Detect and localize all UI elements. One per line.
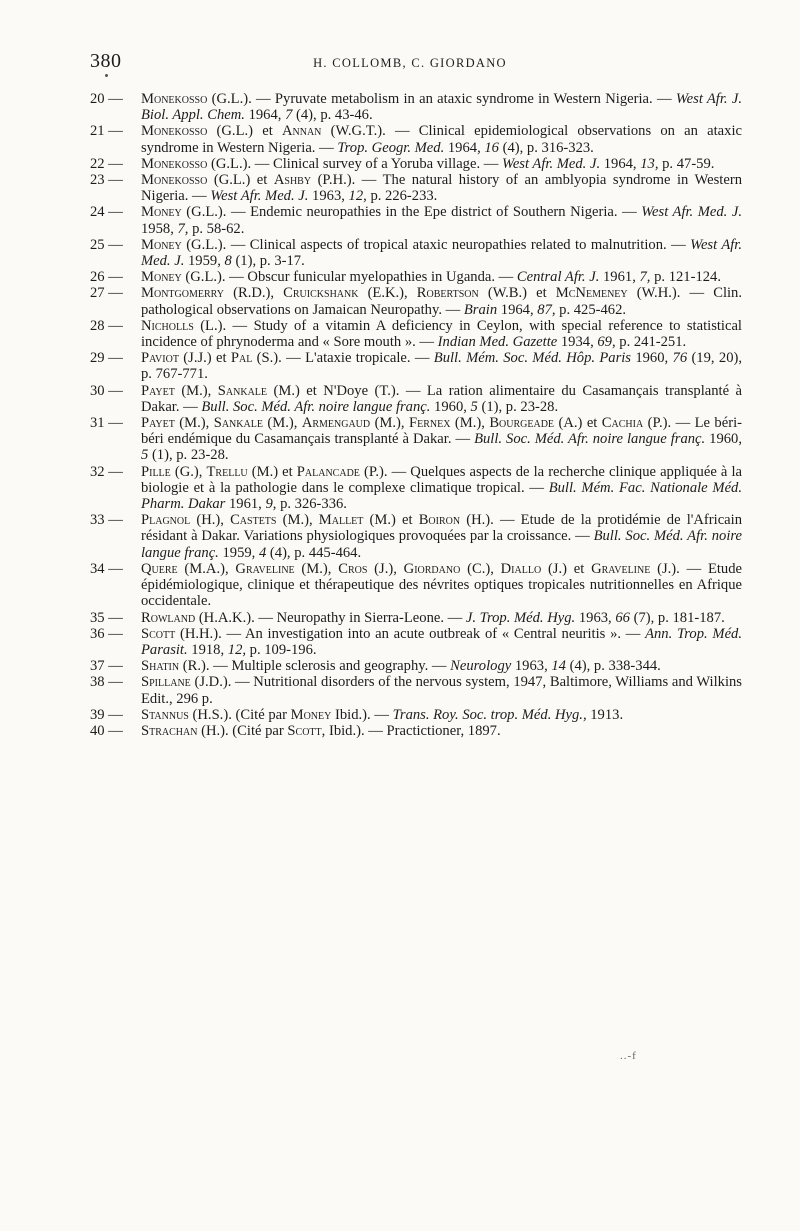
citation-italic: 7 bbox=[285, 107, 293, 124]
reference-fragment: 1959, bbox=[184, 253, 225, 270]
author-name: Quere bbox=[141, 560, 178, 577]
reference-number: 20 — bbox=[90, 91, 123, 107]
reference-fragment: (4), p. 338-344. bbox=[565, 658, 661, 675]
author-name: Cachia bbox=[601, 415, 644, 432]
reference-text bbox=[141, 674, 742, 706]
reference-fragment: (J.), bbox=[367, 560, 404, 577]
reference-fragment: (L.). — Study of a vitamin A deficiency in Ceylon, with special reference to statistical incidence of phrynoderma and « Sore mouth ». — bbox=[141, 317, 742, 351]
reference-text bbox=[141, 204, 742, 236]
author-name: Money bbox=[141, 204, 182, 221]
reference-fragment: (P.). — Quelques aspects de la recherche clinique appliquée à la biologie et à la pathologie dans le complexe climatique tropical. — bbox=[141, 463, 742, 496]
reference-item bbox=[88, 383, 742, 415]
reference-fragment: 1958, bbox=[141, 220, 178, 237]
author-name: Monekosso bbox=[141, 172, 208, 189]
running-title: H. COLLOMB, C. GIORDANO bbox=[313, 56, 507, 70]
citation-italic: 4 bbox=[258, 544, 267, 561]
reference-fragment: (E.K.), bbox=[358, 285, 417, 302]
reference-fragment: (H.H.). — An investigation into an acute outbreak of « Central neuritis ». — bbox=[175, 625, 646, 642]
author-name: Scott bbox=[141, 625, 176, 642]
page-header bbox=[90, 50, 730, 76]
reference-number: 32 — bbox=[90, 463, 123, 480]
author-name: Castets bbox=[230, 512, 277, 529]
reference-number: 21 — bbox=[90, 123, 123, 140]
reference-fragment: (1), p. 3-17. bbox=[231, 253, 305, 270]
author-name: Spillane bbox=[141, 674, 191, 691]
reference-number: 29 — bbox=[90, 350, 123, 367]
reference-text bbox=[141, 318, 742, 350]
reference-fragment: (1), p. 23-28. bbox=[477, 398, 559, 415]
reference-number: 37 — bbox=[90, 658, 123, 675]
reference-fragment: p. 58-62. bbox=[188, 220, 245, 237]
reference-fragment: (G.), bbox=[170, 463, 207, 480]
citation-italic: West Afr. Med. J. bbox=[641, 204, 742, 221]
citation-italic: Trop. Geogr. Med. bbox=[337, 139, 445, 156]
reference-item bbox=[88, 674, 742, 706]
reference-item bbox=[88, 204, 742, 236]
citation-italic: Neurology bbox=[450, 658, 512, 675]
citation-italic: 66 bbox=[615, 609, 630, 626]
author-name: Shatin bbox=[141, 658, 180, 675]
reference-fragment: (M.), bbox=[294, 560, 339, 577]
citation-italic: 12, bbox=[227, 641, 247, 658]
author-name: Ashby bbox=[273, 172, 312, 189]
author-name: Palancade bbox=[296, 463, 360, 480]
reference-number: 27 — bbox=[90, 285, 123, 302]
reference-item bbox=[88, 269, 742, 285]
reference-fragment: 1963, bbox=[308, 188, 349, 205]
reference-fragment: (M.), bbox=[370, 415, 409, 432]
reference-item bbox=[88, 561, 742, 610]
reference-item bbox=[88, 123, 742, 155]
reference-text bbox=[141, 269, 742, 285]
reference-fragment: (M.), bbox=[450, 415, 490, 432]
reference-number: 39 — bbox=[90, 706, 123, 723]
author-name: Annan bbox=[281, 123, 322, 140]
citation-italic: 14 bbox=[551, 658, 566, 675]
reference-fragment: 1964, bbox=[444, 139, 485, 156]
author-name: Strachan bbox=[141, 722, 198, 739]
reference-item bbox=[88, 156, 742, 172]
reference-text bbox=[141, 610, 742, 626]
reference-fragment: (P.H.). — The natural history of an amblyopia syndrome in Western Nigeria. — bbox=[141, 172, 742, 205]
reference-fragment: 1964, bbox=[600, 155, 641, 172]
author-name: Graveline bbox=[235, 560, 295, 577]
reference-fragment: p. 425-462. bbox=[555, 301, 627, 318]
reference-fragment: (G.L.). — Clinical survey of a Yoruba village. — bbox=[207, 155, 502, 172]
reference-fragment: (M.), bbox=[174, 382, 218, 399]
reference-fragment: (A.) et bbox=[554, 415, 602, 432]
reference-fragment: (H.), bbox=[190, 512, 231, 529]
reference-fragment: 1961, bbox=[599, 269, 640, 286]
author-name: Trellu bbox=[206, 463, 248, 480]
reference-number: 34 — bbox=[90, 560, 123, 577]
reference-fragment: (M.A.), bbox=[177, 560, 236, 577]
reference-text bbox=[141, 561, 742, 610]
author-name: Bourgeade bbox=[489, 415, 555, 432]
reference-item bbox=[88, 723, 742, 739]
reference-number: 24 — bbox=[90, 204, 123, 221]
reference-fragment: 1963, bbox=[575, 609, 616, 626]
reference-text bbox=[141, 123, 742, 155]
citation-italic: 5 bbox=[141, 447, 149, 464]
reference-fragment: (C.), bbox=[460, 560, 501, 577]
author-name: Sankale bbox=[213, 415, 263, 432]
reference-number: 22 — bbox=[90, 155, 123, 172]
citation-italic: Ann. Trop. Méd. Parasit. bbox=[141, 625, 742, 658]
reference-number: 31 — bbox=[90, 415, 123, 432]
reference-number: 26 — bbox=[90, 269, 123, 286]
reference-item bbox=[88, 512, 742, 561]
citation-italic: 76 bbox=[672, 350, 688, 367]
reference-item bbox=[88, 350, 742, 382]
reference-fragment: (4), p. 43-46. bbox=[292, 107, 373, 124]
author-name: Nicholls bbox=[141, 317, 194, 334]
reference-fragment: p. 326-336. bbox=[276, 496, 347, 513]
author-name: Money bbox=[141, 236, 182, 253]
reference-fragment: (H.S.). (Cité par bbox=[188, 706, 291, 723]
reference-text bbox=[141, 512, 742, 561]
reference-text bbox=[141, 415, 742, 464]
reference-fragment: (4), p. 316-323. bbox=[498, 139, 594, 156]
reference-fragment: p. 109-196. bbox=[246, 641, 317, 658]
reference-fragment: (M.), bbox=[262, 415, 302, 432]
reference-text bbox=[141, 91, 742, 123]
reference-fragment: (R.D.), bbox=[223, 285, 284, 302]
reference-fragment: 1913. bbox=[586, 706, 624, 723]
reference-fragment: 1960, bbox=[430, 398, 471, 415]
citation-italic: Bull. Mém. Soc. Méd. Hôp. Paris bbox=[433, 350, 631, 367]
reference-fragment: , Ibid.). — Practictioner, 1897. bbox=[321, 722, 501, 739]
reference-fragment: (M.), bbox=[276, 512, 319, 529]
author-name: Sankale bbox=[217, 382, 268, 399]
reference-fragment: 1963, bbox=[511, 658, 552, 675]
reference-fragment: (H.). (Cité par bbox=[197, 722, 288, 739]
reference-item bbox=[88, 464, 742, 513]
citation-italic: J. Trop. Méd. Hyg. bbox=[465, 609, 576, 626]
reference-number: 28 — bbox=[90, 317, 123, 334]
reference-fragment: (M.) et N'Doye (T.). — La ration alimentaire du Casamançais transplanté à Dakar. — bbox=[141, 382, 742, 415]
reference-text bbox=[141, 723, 742, 739]
author-name: Paviot bbox=[141, 350, 179, 367]
reference-fragment: 1959, bbox=[218, 544, 259, 561]
reference-fragment: (W.B.) et bbox=[478, 285, 556, 302]
reference-fragment: p. 226-233. bbox=[366, 188, 438, 205]
reference-fragment: 1964, bbox=[497, 301, 538, 318]
reference-fragment: (G.L.). — Obscur funicular myelopathies in Uganda. — bbox=[181, 269, 517, 286]
reference-text bbox=[141, 464, 742, 513]
citation-italic: Bull. Soc. Méd. Afr. noire langue franç. bbox=[474, 431, 706, 448]
reference-text bbox=[141, 658, 742, 674]
citation-italic: Trans. Roy. Soc. trop. Méd. Hyg., bbox=[392, 706, 587, 723]
author-name: Monekosso bbox=[141, 91, 208, 107]
citation-italic: 9, bbox=[265, 496, 277, 513]
reference-fragment: (M.) et bbox=[363, 512, 419, 529]
citation-italic: 69, bbox=[597, 334, 616, 351]
reference-fragment: 1918, bbox=[187, 641, 228, 658]
citation-italic: West Afr. Med. J. bbox=[502, 155, 601, 172]
citation-italic: 7, bbox=[177, 220, 189, 237]
reference-item bbox=[88, 172, 742, 204]
reference-fragment: p. 241-251. bbox=[615, 334, 687, 351]
citation-italic: Indian Med. Gazette bbox=[437, 334, 558, 351]
author-name: Montgomerry bbox=[141, 285, 224, 302]
reference-item bbox=[88, 415, 742, 464]
reference-item bbox=[88, 285, 742, 317]
reference-text bbox=[141, 383, 742, 415]
reference-item bbox=[88, 91, 742, 123]
author-name: Scott bbox=[287, 722, 322, 739]
citation-italic: Bull. Mém. Fac. Nationale Méd. Pharm. Dakar bbox=[141, 479, 742, 513]
reference-fragment: (G.L.) et bbox=[207, 172, 274, 189]
reference-text bbox=[141, 285, 742, 317]
reference-item bbox=[88, 318, 742, 350]
reference-fragment: 1960, bbox=[630, 350, 673, 367]
reference-fragment: (J.D.). — Nutritional disorders of the nervous system, 1947, Baltimore, Williams and Wilkins Edit., 296 p. bbox=[141, 674, 742, 707]
reference-fragment: (S.). — L'ataxie tropicale. — bbox=[252, 350, 434, 367]
author-name: Giordano bbox=[403, 560, 461, 577]
author-name: Stannus bbox=[141, 706, 189, 723]
reference-fragment: (4), p. 445-464. bbox=[266, 544, 362, 561]
citation-italic: 5 bbox=[470, 398, 478, 415]
citation-italic: 8 bbox=[224, 253, 232, 270]
citation-italic: West Afr. Med. J. bbox=[210, 188, 309, 205]
reference-item bbox=[88, 237, 742, 269]
author-name: Monekosso bbox=[141, 123, 208, 140]
reference-number: 30 — bbox=[90, 382, 123, 399]
reference-fragment: (G.L.) et bbox=[207, 123, 282, 140]
reference-fragment: (1), p. 23-28. bbox=[148, 447, 229, 464]
reference-fragment: (R.). — Multiple sclerosis and geography. — bbox=[179, 658, 451, 675]
reference-number: 36 — bbox=[90, 625, 123, 642]
citation-italic: West Afr. Med. J. bbox=[141, 236, 743, 270]
reference-fragment: (J.). — Etude épidémiologique, clinique et thérapeutique des névrites optiques tropicales nutritionnelles en Afrique occidentale. bbox=[141, 560, 743, 610]
author-name: Diallo bbox=[500, 560, 542, 577]
reference-fragment: 1960, bbox=[705, 431, 743, 448]
page-number: 380 bbox=[90, 50, 122, 72]
pencil-mark: ..-f bbox=[620, 1050, 637, 1062]
author-name: Payet bbox=[141, 382, 175, 399]
author-name: Armengaud bbox=[301, 415, 371, 432]
reference-fragment: (J.J.) et bbox=[178, 350, 231, 367]
reference-fragment: (H.). — Etude de la protidémie de l'Africain résidant à Dakar. Variations physiologiques provoquées par la croissance. — bbox=[141, 512, 743, 545]
citation-italic: 13, bbox=[640, 155, 659, 172]
reference-text bbox=[141, 626, 742, 658]
citation-italic: Central Afr. J. bbox=[516, 269, 600, 286]
author-name: Money bbox=[141, 269, 182, 286]
reference-text bbox=[141, 707, 742, 723]
reference-fragment: (19, 20), p. 767-771. bbox=[141, 350, 742, 383]
author-name: Pal bbox=[230, 350, 253, 367]
reference-fragment: (G.L.). — Pyruvate metabolism in an ataxic syndrome in Western Nigeria. — bbox=[207, 91, 676, 107]
reference-fragment: 1934, bbox=[557, 334, 598, 351]
citation-italic: Bull. Soc. Méd. Afr. noire langue franç. bbox=[141, 528, 742, 561]
citation-italic: 7, bbox=[639, 269, 651, 286]
reference-fragment: p. 47-59. bbox=[658, 155, 715, 172]
reference-fragment: 1961, bbox=[225, 496, 266, 513]
reference-text bbox=[141, 237, 742, 269]
reference-text bbox=[141, 156, 742, 172]
author-name: Mallet bbox=[318, 512, 364, 529]
author-name: Pille bbox=[141, 463, 171, 480]
reference-fragment: p. 121-124. bbox=[650, 269, 721, 286]
reference-fragment: (W.H.). — Clin. pathological observations on Jamaican Neuropathy. — bbox=[141, 285, 742, 318]
author-name: Rowland bbox=[141, 609, 196, 626]
author-name: Robertson bbox=[416, 285, 479, 302]
author-name: Payet bbox=[141, 415, 175, 432]
reference-item bbox=[88, 658, 742, 674]
reference-fragment: 1964, bbox=[244, 107, 286, 124]
author-name: Plagnol bbox=[141, 512, 191, 529]
reference-item bbox=[88, 707, 742, 723]
reference-item bbox=[88, 610, 742, 626]
reference-fragment: (M.), bbox=[174, 415, 214, 432]
author-name: Boiron bbox=[418, 512, 461, 529]
reference-number: 40 — bbox=[90, 722, 123, 739]
reference-fragment: (P.). — Le béri-béri endémique du Casamançais transplanté à Dakar. — bbox=[141, 415, 742, 448]
citation-italic: 87, bbox=[537, 301, 556, 318]
reference-number: 25 — bbox=[90, 236, 123, 253]
author-name: Money bbox=[290, 706, 332, 723]
citation-italic: 12, bbox=[348, 188, 367, 205]
reference-text bbox=[141, 350, 742, 382]
author-name: Cruickshank bbox=[283, 285, 359, 302]
author-name: Graveline bbox=[591, 560, 651, 577]
citation-italic: 16 bbox=[484, 139, 499, 156]
reference-fragment: (G.L.). — Endemic neuropathies in the Epe district of Southern Nigeria. — bbox=[181, 204, 642, 221]
author-name: Monekosso bbox=[141, 155, 208, 172]
reference-fragment: (W.G.T.). — Clinical epidemiological observations on an ataxic syndrome in Western Nigeria. — bbox=[141, 123, 742, 156]
reference-list bbox=[88, 91, 742, 739]
reference-fragment: (H.A.K.). — Neuropathy in Sierra-Leone. — bbox=[195, 609, 466, 626]
reference-fragment: (G.L.). — Clinical aspects of tropical ataxic neuropathies related to malnutrition. — bbox=[181, 236, 691, 253]
author-name: Cros bbox=[338, 560, 368, 577]
reference-number: 33 — bbox=[90, 512, 123, 529]
author-name: Fernex bbox=[409, 415, 451, 432]
reference-number: 38 — bbox=[90, 674, 123, 691]
reference-number: 23 — bbox=[90, 172, 123, 189]
reference-item bbox=[88, 626, 742, 658]
reference-fragment: (M.) et bbox=[247, 463, 297, 480]
reference-fragment: (7), p. 181-187. bbox=[629, 609, 725, 626]
citation-italic: Bull. Soc. Méd. Afr. noire langue franç. bbox=[201, 398, 431, 415]
citation-italic: Brain bbox=[463, 301, 498, 318]
author-name: McNemeney bbox=[555, 285, 628, 302]
reference-fragment: (J.) et bbox=[541, 560, 592, 577]
citation-italic: West Afr. J. Biol. Appl. Chem. bbox=[141, 91, 742, 124]
reference-number: 35 — bbox=[90, 609, 123, 626]
reference-text bbox=[141, 172, 742, 204]
reference-fragment: Ibid.). — bbox=[331, 706, 393, 723]
